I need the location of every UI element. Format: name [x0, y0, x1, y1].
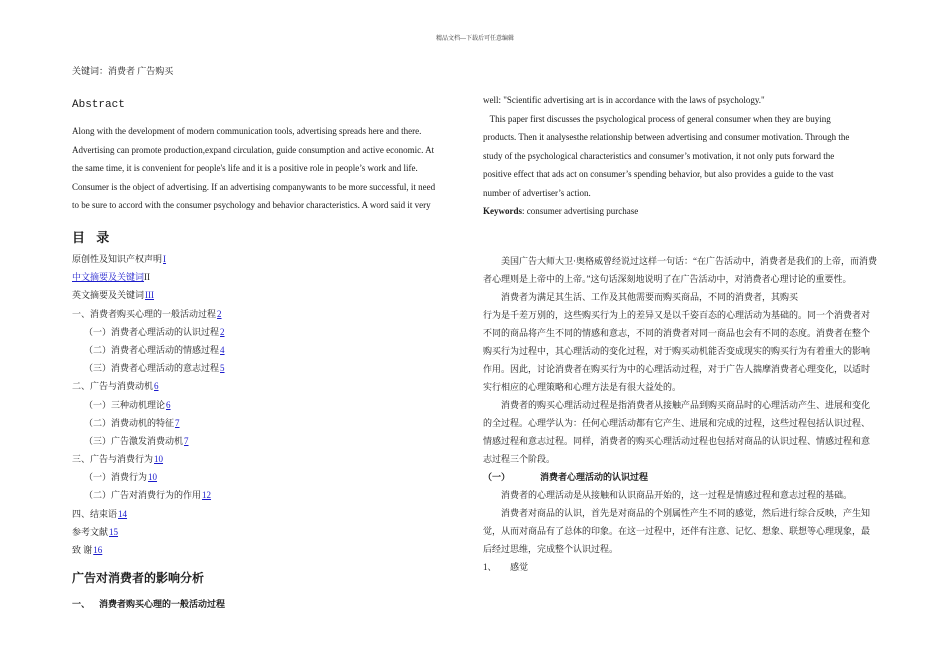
abstract-line: positive effect that ads act on consumer’s spending behavior, but also provides a guide to the vast: [483, 169, 834, 179]
toc-item[interactable]: [72, 323, 460, 341]
toc-item[interactable]: [72, 523, 460, 541]
toc-item[interactable]: [72, 505, 460, 523]
toc-item-label: 原创性及知识产权声明: [72, 254, 163, 264]
toc-item-label: （三）消费者心理活动的意志过程: [84, 363, 220, 374]
abstract-line: This paper first discusses the psychological process of general consumer when they are buying: [483, 113, 831, 124]
toc-page-number[interactable]: I: [163, 254, 167, 264]
keywords-en-text: : consumer advertising purchase: [522, 206, 639, 216]
toc-item[interactable]: [72, 396, 460, 414]
toc-item-label: 一、消费者购买心理的一般活动过程: [72, 308, 217, 319]
toc-heading: 目 录: [72, 230, 114, 245]
abstract-line: the same time, it is convenient for people's life and it is a positive role in people’s work and life.: [72, 163, 418, 173]
toc-item-label: 参考文献: [72, 526, 109, 537]
paragraph: 美国广告大师大卫·奥格威曾经说过这样一句话：“在广告活动中，消费者是我们的上帝，而消费者心理则是上帝中的上帝。”这句话深刻地说明了在广告活动中，对消费者心理讨论的重要性。: [483, 256, 877, 284]
toc-page-number[interactable]: 6: [166, 399, 171, 410]
toc-item[interactable]: [72, 414, 460, 432]
toc-item-label: 二、广告与消费动机: [72, 381, 154, 392]
toc-item[interactable]: [72, 250, 460, 268]
abstract-line: to be sure to accord with the consumer psychology and behavior characteristics. A word said it very: [72, 200, 431, 210]
toc-item-label: 英文摘要及关键词: [72, 290, 145, 301]
toc-item[interactable]: [72, 305, 460, 323]
abstract-line: number of advertiser’s action.: [483, 187, 591, 198]
subsection-title: 消费者心理活动的认识过程: [540, 472, 649, 482]
toc-page-number[interactable]: 14: [118, 508, 128, 519]
abstract-line: Advertising can promote production,expand circulation, guide consumption and active economic. At: [72, 144, 435, 155]
toc-item[interactable]: [72, 450, 460, 468]
toc-item-label: （二）消费动机的特征: [84, 417, 175, 428]
toc-item-label: 四、结束语: [72, 508, 118, 519]
toc-item-label: 致 谢: [72, 545, 93, 555]
paragraph: 行为是千差万别的，这些购买行为上的差异又是以千姿百态的心理活动为基础的。同一个消费者对不同的商品将产生不同的情感和意志，不同的消费者对同一商品也会有不同的态度。消费者在整个购买行为过程中，其心理活动的变化过程，对于购买动机能否变成现实的购买行为有着重大的影响作用。因此，讨论消费者在购买行为中的心理活动过程，对于广告人揣摩消费者心理变化，以适时实行相应的心理策略和心理方法是有很大益处的。: [483, 310, 871, 392]
paragraph: 消费者的心理活动是从接触和认识商品开始的，这一过程是情感过程和意志过程的基础。: [501, 490, 853, 500]
paragraph: 消费者的购买心理活动过程是指消费者从接触产品到购买商品时的心理活动产生、进展和变化的全过程。心理学认为：任何心理活动都有它产生、进展和完成的过程，这些过程包括认识过程、情感过程和意志过程。同样，消费者的购买心理活动过程也包括对商品的认识过程、情感过程和意志过程三个阶段。: [483, 400, 871, 464]
section1-heading: 一、 消费者购买心理的一般活动过程: [72, 599, 226, 609]
page-header: 精品文档---下载后可任意编辑: [436, 36, 514, 42]
body-text: [483, 252, 878, 576]
toc-item[interactable]: [72, 341, 460, 359]
abstract-line: Consumer is the object of advertising. If an advertising companywants to be more successful, it need: [72, 181, 436, 192]
abstract-line: Along with the development of modern communication tools, advertising spreads here and there.: [72, 126, 422, 136]
keywords-en-label: Keywords: [483, 206, 522, 216]
toc-item[interactable]: [72, 432, 460, 450]
toc-item[interactable]: [72, 268, 460, 286]
toc-page-number[interactable]: 7: [184, 435, 189, 446]
toc-item-label: （一）消费者心理活动的认识过程: [84, 326, 220, 337]
subsection-heading: [483, 468, 878, 486]
paragraph: 消费者对商品的认识，首先是对商品的个别属性产生不同的感觉，然后进行综合反映，产生知觉，从而对商品有了总体的印象。在这一过程中，还伴有注意、记忆、想象、联想等心理现象，最后经过思维，完成整个认识过程。: [483, 508, 871, 554]
toc-page-number[interactable]: 16: [93, 545, 103, 555]
keywords-cn: 关键词：消费者 广告购买: [72, 66, 174, 76]
toc-page-number[interactable]: 6: [154, 381, 159, 392]
abstract-line: products. Then it analysesthe relationship between advertising and consumer motivation. Through the: [483, 132, 850, 142]
toc-item[interactable]: [72, 286, 460, 304]
toc-item[interactable]: [72, 468, 460, 486]
abstract-heading: Abstract: [72, 99, 125, 111]
main-title: 广告对消费者的影响分析: [72, 571, 205, 585]
list-item: [483, 558, 878, 576]
toc-list: [72, 250, 460, 559]
toc-page-number[interactable]: 5: [220, 363, 225, 374]
abstract-continued: [483, 91, 883, 221]
paragraph: 消费者为满足其生活、工作及其他需要而购买商品，不同的消费者，其购买: [501, 292, 799, 302]
toc-item-label: （一）三种动机理论: [84, 399, 166, 410]
abstract-line: study of the psychological characteristics and consumer’s motivation, it not only puts forward the: [483, 150, 835, 161]
toc-item-label: （二）消费者心理活动的情感过程: [84, 344, 220, 355]
toc-page-number[interactable]: III: [145, 290, 155, 301]
toc-page-number[interactable]: 7: [175, 417, 180, 428]
toc-page-number[interactable]: 2: [217, 308, 222, 319]
toc-page-number[interactable]: 2: [220, 326, 225, 337]
toc-item[interactable]: [72, 486, 460, 504]
list-text: 感觉: [510, 562, 529, 572]
toc-item-label: （一）消费行为: [84, 472, 148, 483]
list-number: 1、: [483, 562, 497, 572]
abstract-line: well: "Scientific advertising art is in accordance with the laws of psychology.": [483, 95, 765, 105]
toc-page-number[interactable]: 4: [220, 344, 225, 355]
toc-page-number[interactable]: 10: [154, 454, 164, 465]
toc-item[interactable]: [72, 377, 460, 395]
toc-page-number[interactable]: 12: [202, 490, 212, 501]
toc-item[interactable]: [72, 541, 460, 559]
toc-item-label: （二）广告对消费行为的作用: [84, 490, 202, 501]
toc-item-label: （三）广告激发消费动机: [84, 435, 184, 446]
toc-page-number[interactable]: 15: [109, 526, 119, 537]
subsection-number: （一）: [483, 472, 511, 482]
toc-item-label: 中文摘要及关键词: [72, 272, 145, 283]
toc-item[interactable]: [72, 359, 460, 377]
abstract-body: [72, 122, 460, 215]
keywords-en: [483, 202, 883, 221]
toc-page-number[interactable]: II: [144, 272, 151, 283]
toc-item-label: 三、广告与消费行为: [72, 454, 154, 465]
toc-page-number[interactable]: 10: [148, 472, 158, 483]
